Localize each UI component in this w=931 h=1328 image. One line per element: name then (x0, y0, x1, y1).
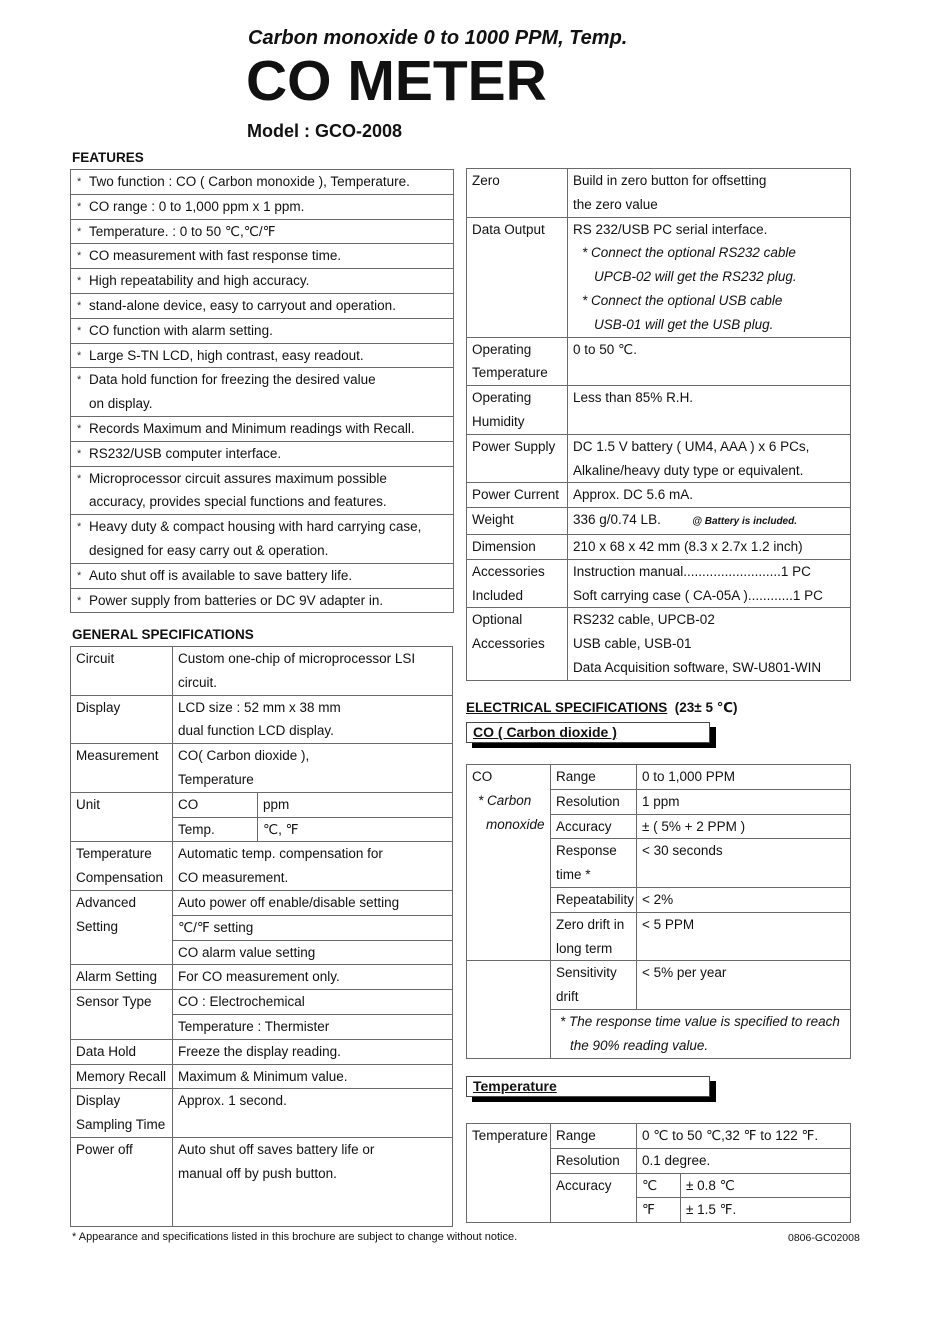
asterisk-bullet-icon: * (77, 569, 82, 582)
text-line: RS 232/USB PC serial interface. (573, 221, 768, 237)
feature-cell (71, 588, 454, 613)
feature-cell (71, 170, 454, 195)
feature-row (71, 441, 454, 466)
text-line: long term (556, 940, 613, 956)
text-line: the 90% reading value. (570, 1037, 709, 1053)
text-line: USB cable, USB-01 (573, 636, 692, 652)
disclaimer-note: * Appearance and specifications listed in this brochure are subject to change without notice. (72, 1231, 518, 1243)
text-line: Accessories (472, 636, 545, 652)
spec-value-cell: < 5 PPM (637, 912, 851, 961)
spec-label-cell: Alarm Setting (71, 965, 173, 990)
text-line: Operating (472, 390, 532, 406)
table-row (467, 483, 851, 508)
text-line: Build in zero button for offsetting (573, 173, 767, 188)
text-line: Zero drift in (556, 916, 625, 932)
feature-row (71, 563, 454, 588)
features-table (70, 169, 454, 613)
asterisk-bullet-icon: * (77, 422, 82, 435)
text-line: CO( Carbon dioxide ), (178, 748, 310, 764)
spec-value-cell: For CO measurement only. (173, 965, 453, 990)
table-row (467, 559, 851, 608)
feature-text: Large S-TN LCD, high contrast, easy readout. (89, 347, 364, 363)
text-line: Custom one-chip of microprocessor LSI (178, 651, 416, 666)
text-line: Operating (472, 341, 532, 357)
product-title: CO METER (246, 49, 547, 113)
feature-text: CO range : 0 to 1,000 ppm x 1 ppm. (89, 198, 305, 214)
feature-cell (71, 269, 454, 294)
spec-value-cell: 0 ℃ to 50 ℃,32 ℉ to 122 ℉. (637, 1124, 851, 1149)
text-line: Alkaline/heavy duty type or equivalent. (573, 462, 804, 478)
feature-cell (71, 466, 454, 515)
text-line: Approx. DC 5.6 mA. (573, 487, 694, 503)
table-row (71, 842, 453, 891)
electrical-specs-heading (466, 700, 738, 716)
feature-text: stand-alone device, easy to carryout and operation. (89, 297, 396, 313)
text-line: CO measurement. (178, 870, 289, 886)
text-line: Sensitivity (556, 965, 617, 981)
spec-value-cell (568, 386, 851, 435)
spec-value-cell (173, 842, 453, 891)
feature-cell (71, 244, 454, 269)
spec-subkey-cell: Repeatability (551, 887, 637, 912)
asterisk-bullet-icon: * (77, 275, 82, 288)
feature-row (71, 368, 454, 417)
text-line: Accessories (472, 563, 545, 579)
feature-row (71, 588, 454, 613)
feature-text: RS232/USB computer interface. (89, 445, 282, 461)
text-line: LCD size : 52 mm x 38 mm (178, 699, 341, 715)
spec-label-cell: Dimension (467, 534, 568, 559)
text-line: CO (472, 769, 493, 784)
table-row (71, 695, 453, 744)
text-line: manual off by push button. (178, 1165, 337, 1181)
table-row (467, 961, 851, 1010)
text-line: Advanced (76, 894, 137, 910)
feature-cell (71, 194, 454, 219)
spec-label-cell (467, 337, 568, 386)
co-section-label: CO ( Carbon dioxide ) (473, 724, 617, 740)
table-row (467, 337, 851, 386)
heading-condition: (23± 5 ℃) (674, 700, 738, 715)
feature-row (71, 343, 454, 368)
feature-row (71, 269, 454, 294)
asterisk-bullet-icon: * (77, 176, 82, 188)
text-line: Included (472, 587, 524, 603)
spec-value-cell (568, 559, 851, 608)
table-row (71, 990, 453, 1015)
spec-subkey-cell: Accuracy (551, 814, 637, 839)
temperature-section-label: Temperature (473, 1078, 557, 1094)
table-row (467, 386, 851, 435)
feature-cell (71, 368, 454, 417)
spec-label-cell: Power Supply (467, 434, 568, 483)
unit-cell: ℃ (637, 1173, 681, 1198)
text-line: Temperature (76, 846, 152, 862)
feature-cell (71, 293, 454, 318)
text-line: 336 g/0.74 LB. (573, 512, 661, 528)
text-line: Temperature (178, 771, 254, 787)
text-line: monoxide (486, 816, 545, 832)
table-row (71, 1137, 453, 1226)
spec-value-cell (173, 1137, 453, 1226)
feature-cell (71, 416, 454, 441)
spec-value-cell: 1 ppm (637, 789, 851, 814)
spec-label-cell: Data Output (467, 217, 568, 337)
text-line: * Connect the optional RS232 cable (582, 245, 796, 261)
asterisk-bullet-icon: * (77, 349, 82, 362)
text-line: drift (556, 989, 579, 1005)
feature-text: High repeatability and high accuracy. (89, 273, 310, 289)
text-line: Data Acquisition software, SW-U801-WIN (573, 659, 822, 675)
device-spec-table (466, 168, 851, 681)
spec-label-cell (71, 890, 173, 964)
table-row (467, 608, 851, 680)
text-line: Less than 85% R.H. (573, 390, 694, 406)
text-line: * Connect the optional USB cable (582, 292, 783, 308)
text-line: Response (556, 843, 617, 859)
spec-value-cell (173, 1089, 453, 1138)
spec-value-cell (568, 534, 851, 559)
table-row (467, 434, 851, 483)
spec-value-cell: CO : Electrochemical (173, 990, 453, 1015)
spec-label-cell: Weight (467, 508, 568, 535)
feature-row (71, 416, 454, 441)
spec-label-cell: Power Current (467, 483, 568, 508)
feature-text: CO function with alarm setting. (89, 322, 273, 338)
co-rowgroup-empty-cell (467, 961, 551, 1058)
spec-subkey-cell: Range (551, 1124, 637, 1149)
response-time-footnote (551, 1009, 851, 1058)
spec-label-cell (467, 608, 568, 680)
text-line: UPCB-02 will get the RS232 plug. (594, 269, 797, 285)
table-row (71, 1064, 453, 1089)
spec-label-cell: Display (71, 695, 173, 744)
asterisk-bullet-icon: * (77, 324, 82, 337)
feature-row (71, 244, 454, 269)
spec-label-cell: Unit (71, 792, 173, 842)
feature-text: Temperature. : 0 to 50 ℃,℃/℉ (89, 223, 276, 239)
spec-value-cell: ± ( 5% + 2 PPM ) (637, 814, 851, 839)
feature-row (71, 219, 454, 244)
spec-label-cell: Measurement (71, 744, 173, 793)
feature-text: on display. (89, 396, 153, 412)
text-line: Temperature (472, 365, 548, 381)
spec-value-cell (568, 508, 851, 535)
spec-value-cell: ppm (258, 792, 453, 817)
asterisk-bullet-icon: * (77, 447, 82, 460)
document-code: 0806-GC02008 (788, 1232, 860, 1244)
spec-value-cell (568, 169, 851, 218)
spec-value-cell (173, 744, 453, 793)
feature-row (71, 318, 454, 343)
asterisk-bullet-icon: * (77, 225, 82, 238)
spec-value-cell: ℃, ℉ (258, 817, 453, 842)
text-line: dual function LCD display. (178, 723, 334, 739)
spec-value-cell (173, 695, 453, 744)
text-line: Automatic temp. compensation for (178, 846, 383, 862)
spec-value-cell (568, 608, 851, 680)
feature-cell (71, 563, 454, 588)
spec-subkey-cell: Resolution (551, 789, 637, 814)
feature-row (71, 466, 454, 515)
spec-value-cell (568, 483, 851, 508)
co-rowgroup-cell (467, 765, 551, 961)
feature-cell (71, 441, 454, 466)
feature-cell (71, 219, 454, 244)
spec-value-cell (173, 647, 453, 696)
spec-value-cell: Maximum & Minimum value. (173, 1064, 453, 1089)
spec-label-cell (467, 559, 568, 608)
spec-subkey-cell: Range (551, 765, 637, 790)
spec-value-cell: < 30 seconds (637, 839, 851, 888)
text-line: circuit. (178, 674, 218, 690)
spec-value-cell (568, 434, 851, 483)
table-row (467, 534, 851, 559)
spec-value-cell: Temperature : Thermister (173, 1014, 453, 1039)
feature-text: Heavy duty & compact housing with hard carrying case, (89, 519, 422, 535)
text-line: 210 x 68 x 42 mm (8.3 x 2.7x 1.2 inch) (573, 538, 803, 554)
text-line: 0 to 50 ℃. (573, 341, 637, 357)
table-row (71, 792, 453, 817)
spec-subkey-cell: Temp. (173, 817, 258, 842)
table-row (467, 217, 851, 337)
feature-row (71, 170, 454, 195)
general-specs-heading: GENERAL SPECIFICATIONS (72, 627, 254, 642)
feature-text: accuracy, provides special functions and features. (89, 494, 387, 510)
spec-subkey-cell (551, 912, 637, 961)
spec-value-cell: ± 1.5 ℉. (681, 1198, 851, 1223)
spec-value-cell (568, 337, 851, 386)
unit-cell: ℉ (637, 1198, 681, 1223)
table-row (71, 744, 453, 793)
feature-text: CO measurement with fast response time. (89, 248, 342, 264)
text-line: Auto shut off saves battery life or (178, 1141, 375, 1157)
spec-subkey-cell: CO (173, 792, 258, 817)
spec-label-cell: Data Hold (71, 1039, 173, 1064)
spec-label-cell (71, 842, 173, 891)
general-spec-table (70, 646, 453, 1227)
asterisk-bullet-icon: * (77, 594, 82, 607)
co-spec-table (466, 764, 851, 1059)
spec-subkey-cell (551, 961, 637, 1010)
spec-label-cell: Power off (71, 1137, 173, 1226)
feature-text: Auto shut off is available to save battery life. (89, 567, 353, 583)
spec-label-cell (71, 1089, 173, 1138)
feature-cell (71, 318, 454, 343)
text-line: Compensation (76, 870, 164, 886)
text-line: Display (76, 1093, 121, 1109)
text-line: RS232 cable, UPCB-02 (573, 612, 715, 628)
spec-value-cell: ± 0.8 ℃ (681, 1173, 851, 1198)
asterisk-bullet-icon: * (77, 472, 82, 485)
asterisk-bullet-icon: * (77, 299, 82, 312)
text-line: * Carbon (478, 792, 532, 808)
table-row (467, 765, 851, 790)
table-row (467, 169, 851, 218)
co-section-box (466, 722, 710, 743)
feature-text: Microprocessor circuit assures maximum possible (89, 470, 387, 486)
table-row (467, 508, 851, 535)
text-line: USB-01 will get the USB plug. (594, 316, 774, 332)
text-line: time * (556, 867, 591, 883)
temperature-spec-table (466, 1123, 851, 1223)
temp-rowgroup-cell: Temperature (467, 1124, 551, 1223)
text-line: Humidity (472, 413, 525, 429)
text-line: Optional (472, 612, 523, 628)
feature-text: designed for easy carry out & operation. (89, 542, 329, 558)
battery-note: @ Battery is included. (692, 516, 797, 528)
table-row (71, 1089, 453, 1138)
table-row (71, 647, 453, 696)
table-row (71, 965, 453, 990)
feature-text: Two function : CO ( Carbon monoxide ), Temperature. (89, 174, 410, 189)
spec-label-cell: Sensor Type (71, 990, 173, 1040)
spec-label-cell: Memory Recall (71, 1064, 173, 1089)
text-line: Soft carrying case ( CA-05A )............1 PC (573, 587, 823, 603)
feature-text: Records Maximum and Minimum readings with Recall. (89, 420, 415, 436)
text-line: * The response time value is specified to reach (560, 1013, 840, 1029)
spec-value-cell: < 5% per year (637, 961, 851, 1010)
feature-row (71, 293, 454, 318)
heading-text: ELECTRICAL SPECIFICATIONS (466, 700, 668, 715)
asterisk-bullet-icon: * (77, 521, 82, 534)
spec-value-cell: ℃/℉ setting (173, 915, 453, 940)
spec-value-cell: Freeze the display reading. (173, 1039, 453, 1064)
text-line: the zero value (573, 196, 658, 212)
product-tagline: Carbon monoxide 0 to 1000 PPM, Temp. (248, 27, 628, 49)
spec-label-cell (467, 386, 568, 435)
spec-subkey-cell: Accuracy (551, 1173, 637, 1223)
asterisk-bullet-icon: * (77, 200, 82, 213)
asterisk-bullet-icon: * (77, 374, 82, 387)
feature-text: Power supply from batteries or DC 9V adapter in. (89, 592, 384, 608)
text-line: Sampling Time (76, 1117, 166, 1133)
spec-label-cell: Circuit (71, 647, 173, 696)
spec-value-cell (568, 217, 851, 337)
spec-value-cell: Auto power off enable/disable setting (173, 890, 453, 915)
spec-value-cell: 0 to 1,000 PPM (637, 765, 851, 790)
text-line: Setting (76, 918, 119, 934)
table-row (71, 1039, 453, 1064)
spec-value-cell: < 2% (637, 887, 851, 912)
features-heading: FEATURES (72, 150, 144, 165)
spec-value-cell: CO alarm value setting (173, 940, 453, 965)
product-model: Model : GCO-2008 (247, 121, 403, 141)
asterisk-bullet-icon: * (77, 250, 82, 263)
text-line: DC 1.5 V battery ( UM4, AAA ) x 6 PCs, (573, 438, 810, 454)
feature-text: Data hold function for freezing the desired value (89, 372, 376, 388)
table-row (467, 1124, 851, 1149)
feature-cell (71, 515, 454, 564)
text-line: Instruction manual..........................1 PC (573, 563, 811, 579)
table-row (71, 890, 453, 915)
feature-cell (71, 343, 454, 368)
feature-row (71, 515, 454, 564)
temperature-section-box (466, 1076, 710, 1097)
feature-row (71, 194, 454, 219)
spec-value-cell: 0.1 degree. (637, 1148, 851, 1173)
spec-label-cell: Zero (467, 169, 568, 218)
text-line: Approx. 1 second. (178, 1093, 287, 1109)
spec-subkey-cell (551, 839, 637, 888)
spec-subkey-cell: Resolution (551, 1148, 637, 1173)
